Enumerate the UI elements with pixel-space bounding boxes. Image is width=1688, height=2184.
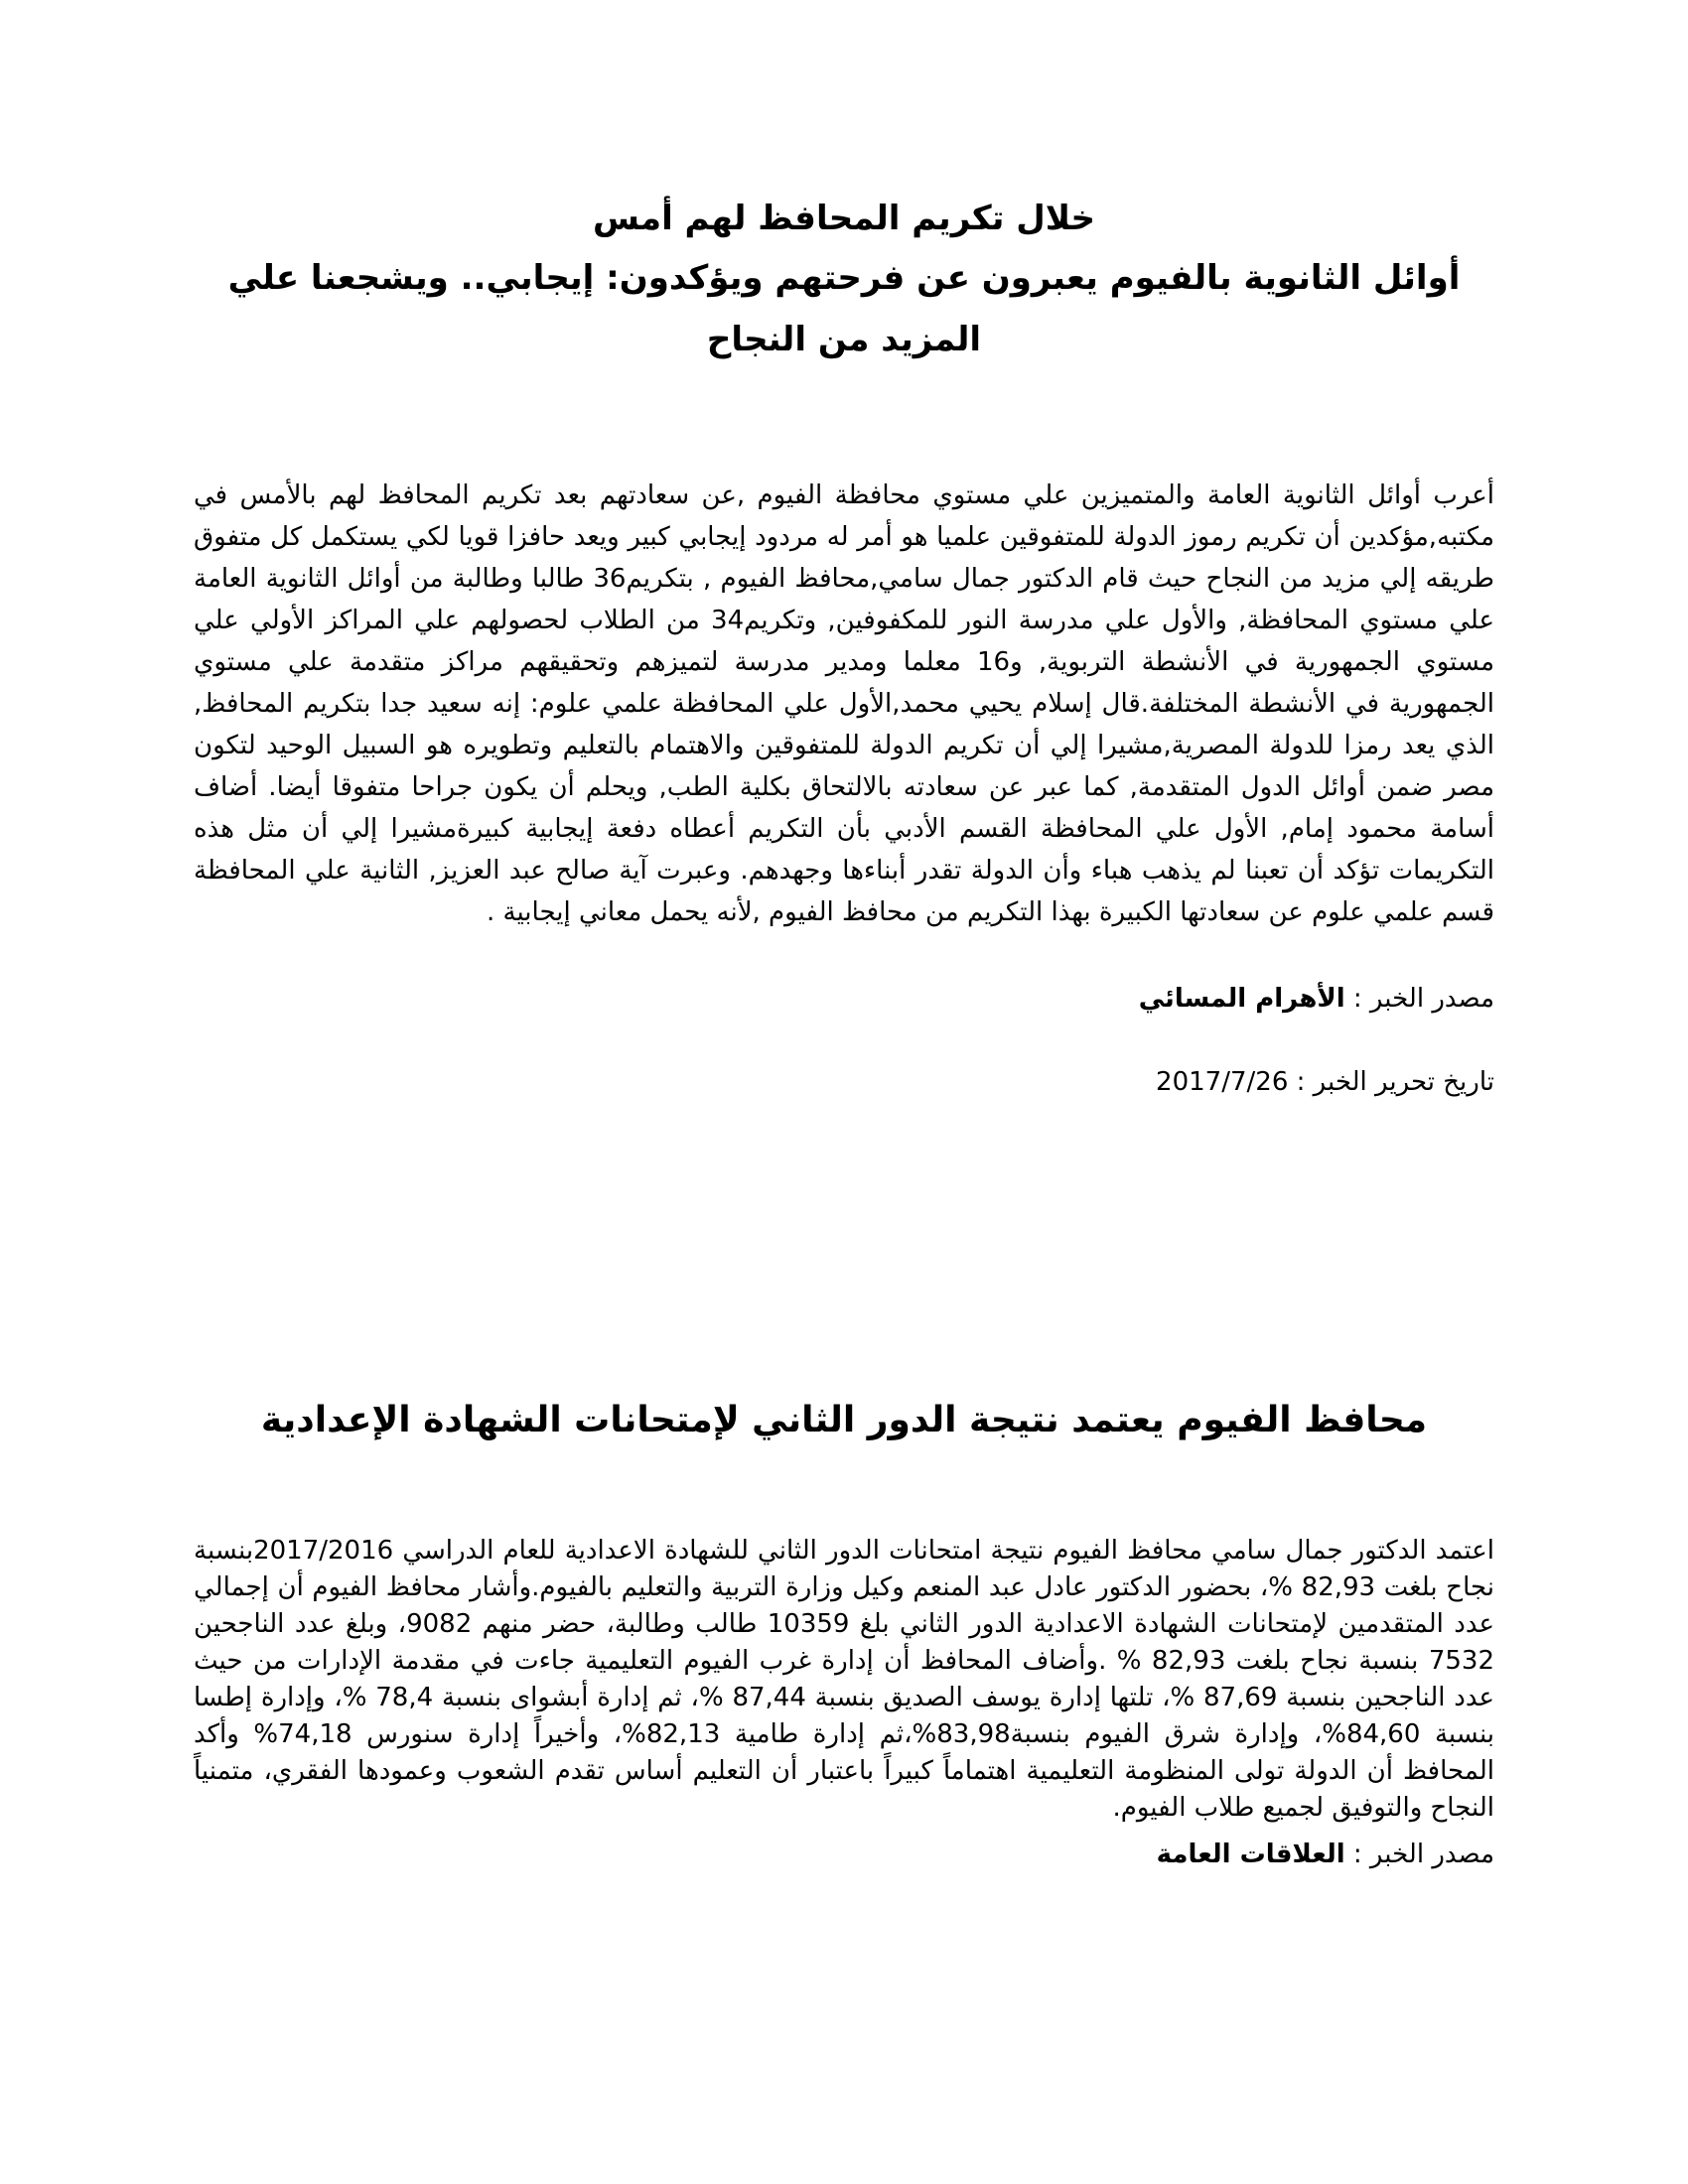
news-source-line <box>194 979 1494 1019</box>
news-source-label: مصدر الخبر : <box>1344 984 1494 1014</box>
news-source-value: الأهرام المسائي <box>1138 984 1345 1014</box>
article-kicker: خلال تكريم المحافظ لهم أمس <box>592 199 1096 238</box>
article-headline: أوائل الثانوية بالفيوم يعبرون عن فرحتهم ويؤكدون: إيجابي.. ويشجعنا علي المزيد من النجاح <box>227 258 1461 359</box>
news-source-value: العلاقات العامة <box>1156 1840 1345 1869</box>
news-date-label: تاريخ تحرير الخبر : <box>1288 1067 1494 1097</box>
news-date-value: 2017/7/26 <box>1156 1067 1289 1097</box>
news-article-exam-results <box>194 1390 1494 1874</box>
article-headline: محافظ الفيوم يعتمد نتيجة الدور الثاني لإمتحانات الشهادة الإعدادية <box>260 1400 1428 1440</box>
news-article-honoring-top-students <box>194 194 1494 1102</box>
news-date-line <box>194 1062 1494 1102</box>
news-source-label: مصدر الخبر : <box>1344 1840 1494 1869</box>
article-body: اعتمد الدكتور جمال سامي محافظ الفيوم نتيجة امتحانات الدور الثاني للشهادة الاعدادية للعام الدراسي 2017/2016بنسبة نجاح بلغت 82,93 %، بحضور الدكتور عادل عبد المنعم وكيل وزارة التربية والتعليم بالفيوم.وأشار محافظ الفيوم أن إجمالي عدد المتقدمين لإمتحانات الشهادة الاعدادية الدور الثاني بلغ 10359 طالب وطالبة، حضر منهم 9082، وبلغ عدد الناجحين 7532 بنسبة نجاح بلغت 82,93 % .وأضاف المحافظ أن إدارة غرب الفيوم التعليمية جاءت في مقدمة الإدارات من حيث عدد الناجحين بنسبة 87,69 %، تلتها إدارة يوسف الصديق بنسبة 87,44 %، ثم إدارة أبشواى بنسبة 78,4 %، وإدارة إطسا بنسبة 84,60%، وإدارة شرق الفيوم بنسبة83,98%،ثم إدارة طامية 82,13%، وأخيراً إدارة سنورس 74,18% وأكد المحافظ أن الدولة تولى المنظومة التعليمية اهتماماً كبيراً باعتبار أن التعليم أساس تقدم الشعوب وعمودها الفقري، متمنياً النجاح والتوفيق لجميع طلاب الفيوم. <box>194 1536 1495 1823</box>
news-source-line <box>194 1835 1494 1874</box>
article-body: أعرب أوائل الثانوية العامة والمتميزين علي مستوي محافظة الفيوم ,عن سعادتهم بعد تكريم المحافظ لهم بالأمس في مكتبه,مؤكدين أن تكريم رموز الدولة للمتفوقين علميا هو أمر له مردود إيجابي كبير ويعد حافزا قويا لكي يستكمل كل متفوق طريقه إلي مزيد من النجاح حيث قام الدكتور جمال سامي,محافظ الفيوم , بتكريم36 طالبا وطالبة من أوائل الثانوية العامة علي مستوي المحافظة, والأول علي مدرسة النور للمكفوفين, وتكريم34 من الطلاب لحصولهم علي المراكز الأولي علي مستوي الجمهورية في الأنشطة التربوية, و16 معلما ومدير مدرسة لتميزهم وتحقيقهم مراكز متقدمة علي مستوي الجمهورية في الأنشطة المختلفة.قال إسلام يحيي محمد,الأول علي المحافظة علمي علوم: إنه سعيد جدا بتكريم المحافظ, الذي يعد رمزا للدولة المصرية,مشيرا إلي أن تكريم الدولة للمتفوقين والاهتمام بالتعليم وتطويره هو السبيل الوحيد لتكون مصر ضمن أوائل الدول المتقدمة, كما عبر عن سعادته بالالتحاق بكلية الطب, ويحلم أن يكون جراحا متفوقا أيضا. أضاف أسامة محمود إمام, الأول علي المحافظة القسم الأدبي بأن التكريم أعطاه دفعة إيجابية كبيرةمشيرا إلي أن مثل هذه التكريمات تؤكد أن تعبنا لم يذهب هباء وأن الدولة تقدر أبناءها وجهدهم. وعبرت آية صالح عبد العزيز, الثانية علي المحافظة قسم علمي علوم عن سعادتها الكبيرة بهذا التكريم من محافظ الفيوم ,لأنه يحمل معاني إيجابية . <box>194 480 1495 927</box>
